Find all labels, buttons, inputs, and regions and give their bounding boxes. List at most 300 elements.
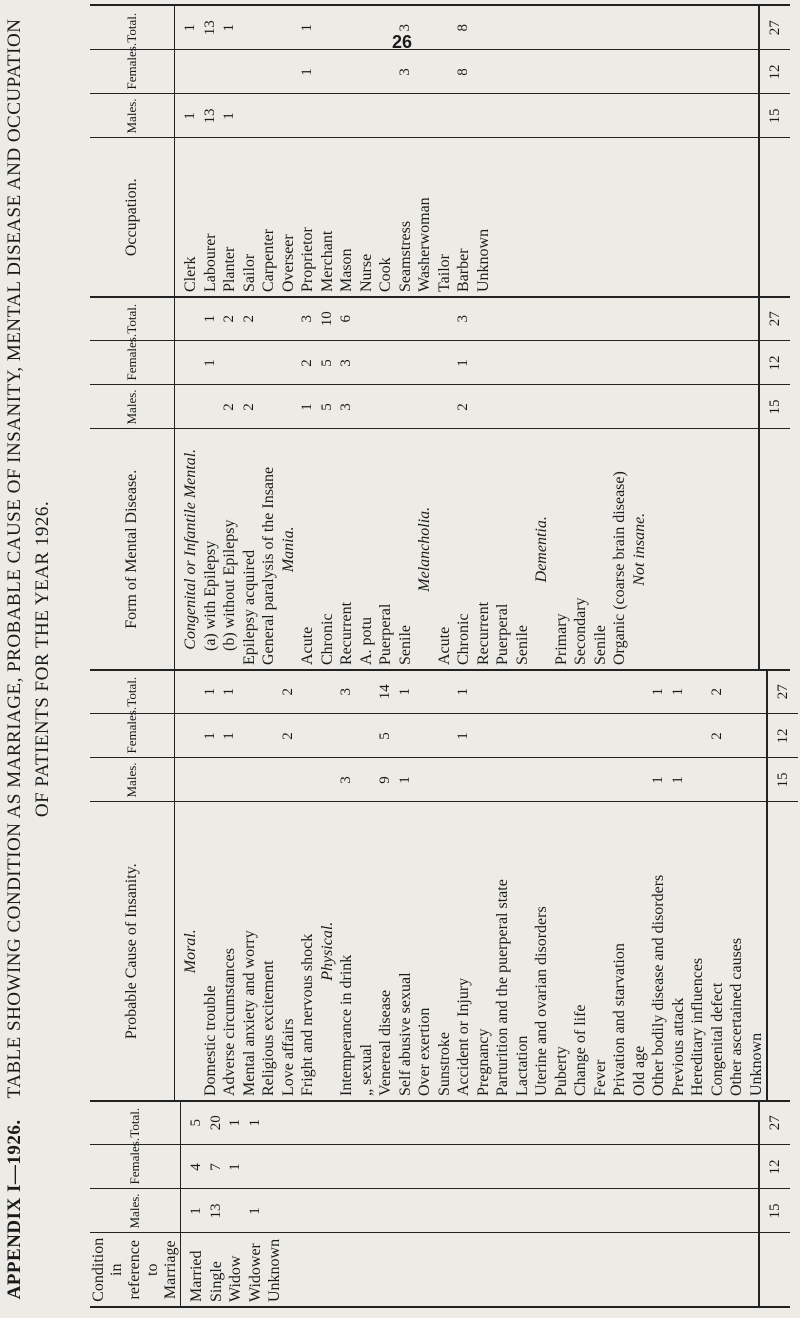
disease-cell-t — [571, 301, 591, 337]
disease-cell-m — [493, 390, 513, 425]
cause-panel — [90, 670, 790, 1102]
cause-cell-f — [298, 719, 318, 754]
occupation-total-m: 15 — [759, 94, 790, 138]
page-number: 26 — [392, 32, 413, 52]
occupation-cell-t: 8 — [455, 24, 471, 32]
occupation-cell-m — [415, 99, 435, 134]
cause-cell-f: 2 — [708, 732, 725, 740]
occupation-cell-t — [259, 10, 279, 46]
cause-cell-m — [747, 763, 767, 798]
occupation-row-label: Carpenter — [260, 228, 277, 292]
disease-row-label: Senile — [513, 625, 531, 665]
occupation-cell-t — [376, 10, 396, 46]
cause-row-label: Old age — [630, 1045, 648, 1096]
disease-row-label: Chronic — [318, 613, 336, 665]
cause-row-label: Fever — [591, 1059, 609, 1096]
cause-cell-t — [747, 674, 767, 710]
disease-row-label: A. potu — [357, 617, 375, 665]
marriage-panel — [90, 1101, 790, 1308]
marriage-cell-t — [265, 1105, 285, 1141]
cause-row-label: Puberty — [552, 1046, 570, 1096]
occupation-cell-f — [376, 55, 396, 90]
cause-cell-t — [357, 674, 377, 710]
disease-row-label: Senile — [591, 625, 609, 665]
disease-cell-f — [532, 346, 552, 381]
cause-cell-m — [259, 763, 279, 798]
occupation-row-label: Planter — [221, 246, 238, 292]
occupation-cell-f: 3 — [396, 68, 413, 76]
cause-cell-t — [532, 674, 552, 710]
disease-cell-m — [415, 390, 435, 425]
occupation-cell-t: 13 — [201, 20, 218, 36]
cause-cell-t — [610, 674, 630, 710]
col-header-total: Total. — [90, 670, 175, 714]
cause-cell-t — [513, 674, 533, 710]
cause-cell-t — [435, 674, 455, 710]
disease-cell-m — [474, 390, 494, 425]
cause-cell-t — [240, 674, 260, 710]
col-header-males: Males. — [90, 758, 175, 802]
cause-row-label: Fright and nervous shock — [299, 933, 316, 1096]
disease-cell-t — [435, 301, 455, 337]
disease-cell-t: 6 — [338, 315, 354, 323]
cause-cell-m — [318, 763, 338, 798]
disease-cell-f — [396, 346, 416, 381]
cause-cell-m — [630, 763, 650, 798]
cause-cell-t: 1 — [396, 688, 413, 696]
marriage-cell-m — [265, 1194, 285, 1229]
disease-cell-m — [532, 390, 552, 425]
disease-row-label: (b) without Epilepsy — [221, 519, 238, 651]
disease-cell-f — [259, 346, 279, 381]
occupation-cell-m — [318, 99, 338, 134]
occupation-cell-m: 1 — [221, 112, 237, 120]
cause-cell-f — [513, 719, 533, 754]
occupation-row-label: Clerk — [182, 256, 199, 292]
disease-cell-f: 5 — [318, 359, 335, 367]
occupation-cell-m — [376, 99, 396, 134]
occupation-cell-m: 1 — [182, 112, 198, 120]
disease-cell-f: 3 — [338, 359, 354, 367]
disease-row-label: Dementia. — [533, 516, 550, 583]
disease-cell-f — [630, 346, 650, 381]
disease-row-label: Not insane. — [630, 512, 648, 586]
disease-cell-f — [610, 346, 630, 381]
disease-cell-f — [415, 346, 435, 381]
occupation-row-label: Seamstress — [396, 220, 414, 292]
occupation-cell-t: 1 — [182, 24, 198, 32]
disease-cell-f — [240, 346, 260, 381]
cause-cell-f — [181, 719, 201, 754]
cause-row-label: Mental anxiety and worry — [240, 930, 258, 1096]
occupation-row-label: Nurse — [357, 253, 375, 292]
occupation-total-f: 12 — [759, 50, 790, 94]
cause-cell-f: 5 — [377, 732, 393, 740]
col-header-females: Females. — [90, 714, 175, 758]
occupation-panel — [90, 4, 790, 298]
cause-cell-f: 1 — [221, 732, 237, 740]
disease-cell-m: 2 — [455, 403, 471, 411]
cause-cell-t — [318, 674, 338, 710]
occupation-cell-f — [357, 55, 377, 90]
cause-cell-m — [591, 763, 611, 798]
disease-cell-t — [415, 301, 435, 337]
disease-cell-m — [571, 390, 591, 425]
occupation-cell-f — [474, 55, 494, 90]
disease-cell-f — [181, 346, 201, 381]
cause-cell-f — [649, 719, 669, 754]
cause-cell-t — [415, 674, 435, 710]
occupation-cell-m — [474, 99, 494, 134]
col-header-females: Females. — [90, 1145, 181, 1189]
occupation-cell-t: 3 — [396, 24, 413, 32]
cause-cell-f — [532, 719, 552, 754]
cause-row-label: Religious excitement — [260, 960, 277, 1096]
occupation-cell-t — [474, 10, 494, 46]
occupation-cell-f — [220, 55, 240, 90]
cause-cell-m — [298, 763, 318, 798]
cause-row-label: Physical. — [318, 921, 336, 981]
disease-cell-t — [474, 301, 494, 337]
marriage-row-label: Unknown — [266, 1238, 283, 1302]
cause-cell-f — [669, 719, 689, 754]
cause-cell-t — [727, 674, 747, 710]
marriage-cell-m: 1 — [188, 1207, 204, 1215]
cause-row-label: Uterine and ovarian disorders — [533, 906, 550, 1096]
disease-cell-m: 2 — [240, 403, 257, 411]
occupation-cell-f: 8 — [455, 68, 471, 76]
cause-cell-t — [630, 674, 650, 710]
cause-cell-f — [747, 719, 767, 754]
disease-cell-f — [591, 346, 611, 381]
occupation-cell-f — [435, 55, 455, 90]
disease-cell-m: 3 — [338, 403, 354, 411]
occupation-row-label: Proprietor — [299, 227, 316, 292]
cause-cell-m — [454, 763, 474, 798]
cause-row-label: Love affairs — [279, 1018, 297, 1096]
disease-cell-f — [493, 346, 513, 381]
disease-cell-m — [181, 390, 201, 425]
cause-cell-m: 1 — [669, 776, 686, 784]
occupation-cell-t — [357, 10, 377, 46]
col-header-males: Males. — [90, 1189, 181, 1233]
cause-cell-f: 1 — [201, 732, 218, 740]
cause-cell-t — [688, 674, 708, 710]
cause-row-label: Self abusive sexual — [396, 972, 414, 1096]
disease-cell-t: 3 — [299, 315, 315, 323]
disease-row-label: Epilepsy acquired — [240, 549, 258, 665]
marriage-total-m: 15 — [759, 1189, 790, 1233]
disease-cell-t — [396, 301, 416, 337]
cause-cell-m — [552, 763, 572, 798]
cause-cell-f — [688, 719, 708, 754]
disease-row-label: Senile — [396, 625, 414, 665]
col-header-total: Total. — [90, 1101, 181, 1145]
disease-cell-t — [357, 301, 377, 337]
occupation-cell-m — [337, 99, 357, 134]
marriage-cell-f: 7 — [207, 1163, 224, 1171]
cause-cell-f — [435, 719, 455, 754]
occupation-cell-m — [396, 99, 416, 134]
cause-cell-f — [571, 719, 591, 754]
disease-cell-t: 2 — [240, 315, 257, 323]
disease-cell-m — [552, 390, 572, 425]
cause-total-t: 27 — [767, 670, 798, 714]
disease-row-label: Secondary — [572, 597, 589, 665]
occupation-row-label: Washerwoman — [416, 197, 433, 292]
cause-cell-t: 1 — [455, 688, 471, 696]
disease-cell-m — [591, 390, 611, 425]
disease-cell-f — [552, 346, 572, 381]
disease-cell-t — [181, 301, 201, 337]
disease-row-label: Primary — [552, 613, 570, 665]
disease-cell-m: 2 — [221, 403, 237, 411]
disease-table — [90, 297, 790, 669]
cause-row-label: Domestic trouble — [201, 985, 219, 1096]
occupation-row-label: Barber — [455, 248, 472, 292]
marriage-cell-t: 5 — [188, 1119, 204, 1127]
occupation-cell-m — [240, 99, 260, 134]
marriage-row-label: Single — [207, 1261, 225, 1302]
disease-cell-m — [201, 390, 221, 425]
cause-cell-f — [396, 719, 416, 754]
title-line-2: OF PATIENTS FOR THE YEAR 1926. — [32, 500, 53, 818]
cause-cell-m — [220, 763, 240, 798]
disease-cell-t — [259, 301, 279, 337]
cause-row-label: Accident or Injury — [455, 977, 472, 1096]
disease-cell-m — [396, 390, 416, 425]
cause-row-label: Sunstroke — [435, 1032, 453, 1096]
occupation-row-label: Tailor — [435, 254, 453, 292]
marriage-table — [90, 1101, 790, 1306]
cause-row-label: Hereditary influences — [689, 957, 706, 1096]
col-header-males: Males. — [90, 385, 175, 429]
cause-row-label: Venereal disease — [377, 989, 394, 1096]
disease-cell-m: 5 — [318, 403, 335, 411]
col-header-total: Total. — [90, 6, 175, 50]
marriage-row-label: Married — [188, 1250, 205, 1302]
occupation-cell-f — [240, 55, 260, 90]
disease-row-label: Melancholia. — [416, 506, 433, 592]
cause-cell-m — [493, 763, 513, 798]
cause-cell-m — [708, 763, 728, 798]
occupation-row-label: Merchant — [318, 230, 336, 292]
cause-cell-t — [474, 674, 494, 710]
cause-cell-f — [591, 719, 611, 754]
cause-cell-t: 1 — [669, 688, 686, 696]
marriage-row-label: Widow — [227, 1255, 244, 1302]
col-header-females: Females. — [90, 341, 175, 385]
cause-cell-m — [181, 763, 201, 798]
marriage-cell-m: 1 — [246, 1207, 263, 1215]
disease-cell-f — [571, 346, 591, 381]
occupation-cell-t: 1 — [299, 24, 315, 32]
occupation-cell-t — [318, 10, 338, 46]
cause-cell-t — [259, 674, 279, 710]
cause-row-label: Pregnancy — [474, 1028, 492, 1096]
disease-cell-m — [610, 390, 630, 425]
disease-cell-t: 2 — [221, 315, 237, 323]
cause-cell-t — [298, 674, 318, 710]
cause-cell-t: 14 — [377, 684, 393, 700]
cause-cell-f — [259, 719, 279, 754]
occupation-cell-m — [279, 99, 299, 134]
cause-cell-m — [435, 763, 455, 798]
occupation-cell-t — [435, 10, 455, 46]
disease-cell-t: 10 — [318, 311, 335, 327]
cause-cell-f — [552, 719, 572, 754]
cause-cell-m — [727, 763, 747, 798]
occupation-row-label: Labourer — [201, 233, 219, 292]
disease-cell-t: 1 — [201, 315, 218, 323]
cause-cell-m: 1 — [650, 776, 666, 784]
cause-row-label: „ sexual — [357, 1044, 375, 1096]
disease-cell-m — [513, 390, 533, 425]
cause-cell-f — [493, 719, 513, 754]
cause-cell-m — [240, 763, 260, 798]
cause-cell-f — [337, 719, 357, 754]
occupation-total-t: 27 — [759, 6, 790, 50]
cause-table — [90, 670, 798, 1100]
occupation-cell-f — [201, 55, 221, 90]
disease-row-label: Chronic — [455, 613, 472, 665]
cause-cell-m — [532, 763, 552, 798]
cause-cell-f — [318, 719, 338, 754]
occupation-cell-t — [337, 10, 357, 46]
disease-cell-t — [630, 301, 650, 337]
cause-cell-t — [571, 674, 591, 710]
cause-row-label: Lactation — [513, 1035, 531, 1096]
occupation-cell-m — [259, 99, 279, 134]
disease-cell-t — [376, 301, 396, 337]
cause-cell-t — [493, 674, 513, 710]
marriage-total-t: 27 — [759, 1101, 790, 1145]
table-title — [4, 0, 26, 1318]
marriage-cell-f — [246, 1150, 266, 1185]
cause-row-label: Privation and starvation — [611, 943, 628, 1096]
occupation-cell-m — [298, 99, 318, 134]
cause-row-label: Unknown — [747, 1032, 765, 1096]
disease-row-label: Organic (coarse brain disease) — [611, 471, 628, 665]
disease-cell-m — [376, 390, 396, 425]
disease-total-f: 12 — [759, 341, 790, 385]
occupation-cell-t — [240, 10, 260, 46]
disease-row-label: Acute — [299, 626, 316, 665]
disease-total-t: 27 — [759, 297, 790, 341]
disease-cell-m — [259, 390, 279, 425]
disease-cell-t — [493, 301, 513, 337]
disease-cell-f — [474, 346, 494, 381]
marriage-cell-t: 1 — [246, 1119, 263, 1127]
disease-total-m: 15 — [759, 385, 790, 429]
cause-cell-f — [630, 719, 650, 754]
disease-header: Form of Mental Disease. — [90, 429, 175, 669]
cause-row-label: Moral. — [182, 929, 199, 974]
marriage-header: Condition in reference to Marriage — [90, 1233, 181, 1306]
occupation-cell-t: 1 — [221, 24, 237, 32]
cause-row-label: Previous attack — [669, 997, 687, 1096]
disease-row-label: General paralysis of the Insane — [260, 466, 277, 665]
cause-cell-f — [474, 719, 494, 754]
cause-cell-m — [571, 763, 591, 798]
occupation-cell-m: 13 — [201, 108, 218, 124]
disease-cell-f — [220, 346, 240, 381]
disease-cell-f — [513, 346, 533, 381]
cause-cell-m — [357, 763, 377, 798]
cause-total-m: 15 — [767, 758, 798, 802]
cause-cell-m: 3 — [338, 776, 354, 784]
cause-cell-t: 2 — [279, 688, 296, 696]
marriage-cell-t: 20 — [207, 1115, 224, 1131]
cause-row-label: Other ascertained causes — [728, 937, 745, 1096]
appendix-label: APPENDIX I—1926. — [4, 1119, 25, 1300]
cause-cell-t: 3 — [338, 688, 354, 696]
cause-cell-m — [610, 763, 630, 798]
cause-row-label: Adverse circumstances — [221, 948, 238, 1096]
disease-row-label: Recurrent — [338, 601, 355, 665]
disease-row-label: (a) with Epilepsy — [201, 540, 219, 651]
marriage-cell-f: 1 — [227, 1163, 243, 1171]
occupation-cell-f — [318, 55, 338, 90]
cause-cell-f: 2 — [279, 732, 296, 740]
cause-cell-t: 2 — [708, 688, 725, 696]
cause-total-f: 12 — [767, 714, 798, 758]
marriage-cell-f — [265, 1150, 285, 1185]
disease-row-label: Acute — [435, 626, 453, 665]
col-header-males: Males. — [90, 94, 175, 138]
col-header-total: Total. — [90, 297, 175, 341]
marriage-total-f: 12 — [759, 1145, 790, 1189]
disease-row-label: Recurrent — [474, 601, 492, 665]
marriage-row-label: Widower — [246, 1243, 264, 1302]
occupation-cell-f — [279, 55, 299, 90]
occupation-cell-m — [435, 99, 455, 134]
occupation-cell-f — [181, 55, 201, 90]
occupation-row-label: Sailor — [240, 253, 258, 292]
cause-header: Probable Cause of Insanity. — [90, 802, 175, 1100]
disease-cell-m — [630, 390, 650, 425]
disease-cell-t: 3 — [455, 315, 471, 323]
disease-cell-f: 2 — [299, 359, 315, 367]
cause-cell-m — [474, 763, 494, 798]
disease-cell-t — [513, 301, 533, 337]
disease-cell-m — [279, 390, 299, 425]
disease-cell-f: 1 — [455, 359, 471, 367]
cause-cell-f — [357, 719, 377, 754]
cause-cell-t — [591, 674, 611, 710]
cause-cell-t: 1 — [650, 688, 666, 696]
disease-row-label: Puerperal — [377, 603, 394, 665]
disease-row-label: Puerperal — [494, 603, 511, 665]
cause-row-label: Change of life — [572, 1004, 589, 1096]
cause-row-label: Parturition and the puerperal state — [494, 879, 511, 1096]
cause-cell-m — [415, 763, 435, 798]
cause-cell-m: 9 — [377, 776, 393, 784]
disease-panel — [90, 297, 790, 671]
occupation-cell-t — [279, 10, 299, 46]
cause-cell-m — [688, 763, 708, 798]
occupation-cell-f — [259, 55, 279, 90]
cause-cell-t — [181, 674, 201, 710]
occupation-row-label: Overseer — [279, 234, 297, 292]
cause-cell-m — [201, 763, 221, 798]
cause-cell-f — [610, 719, 630, 754]
marriage-cell-m: 13 — [207, 1203, 224, 1219]
disease-cell-m — [357, 390, 377, 425]
marriage-cell-t: 1 — [227, 1119, 243, 1127]
disease-cell-f — [376, 346, 396, 381]
cause-row-label: Congenital defect — [708, 982, 726, 1096]
